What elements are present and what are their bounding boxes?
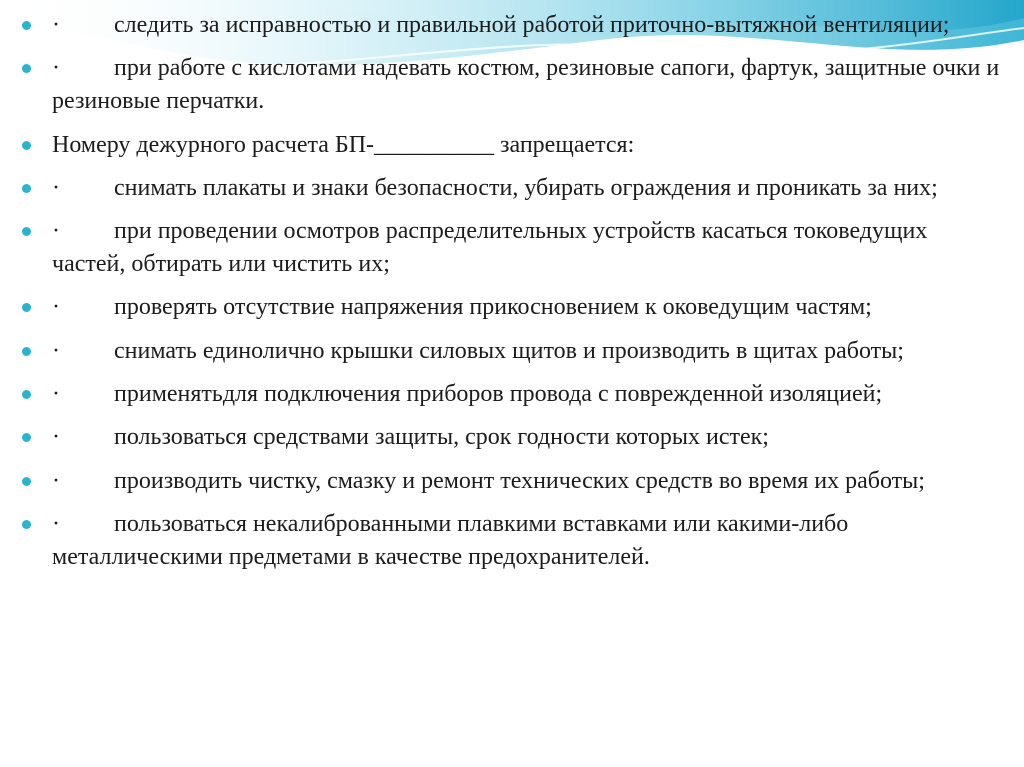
item-text: пользоваться средствами защиты, срок годности которых истек; bbox=[114, 424, 769, 451]
item-marker: · bbox=[52, 174, 60, 201]
list-item bbox=[0, 172, 1024, 205]
item-text: снимать единолично крышки силовых щитов и производить в щитах работы; bbox=[114, 337, 904, 364]
bullet-dot-icon bbox=[22, 21, 31, 30]
list-item bbox=[0, 421, 1024, 454]
list-item bbox=[0, 9, 1024, 42]
list-item bbox=[0, 335, 1024, 368]
bullet-dot-icon bbox=[22, 303, 31, 312]
list-item bbox=[0, 508, 1024, 574]
item-text: проверять отсутствие напряжения прикосновением к оковедущим частям; bbox=[114, 294, 872, 321]
list-item bbox=[0, 215, 1024, 281]
bullet-dot-icon bbox=[22, 184, 31, 193]
item-text: пользоваться некалиброванными плавкими вставками или какими-либо металлическими предметами в качестве предохранителей. bbox=[52, 510, 849, 570]
list-item bbox=[0, 129, 1024, 162]
bullet-dot-icon bbox=[22, 433, 31, 442]
bullet-dot-icon bbox=[22, 227, 31, 236]
item-marker: · bbox=[52, 381, 60, 408]
list-item bbox=[0, 291, 1024, 324]
item-text: Номеру дежурного расчета БП-__________ запрещается: bbox=[52, 131, 635, 158]
item-marker: · bbox=[52, 424, 60, 451]
item-marker: · bbox=[52, 294, 60, 321]
item-marker: · bbox=[52, 510, 60, 537]
bullet-dot-icon bbox=[22, 141, 31, 150]
bullet-dot-icon bbox=[22, 520, 31, 529]
item-text: снимать плакаты и знаки безопасности, убирать ограждения и проникать за них; bbox=[114, 174, 938, 201]
bullet-dot-icon bbox=[22, 64, 31, 73]
bullet-dot-icon bbox=[22, 390, 31, 399]
item-text: применятьдля подключения приборов провода с поврежденной изоляцией; bbox=[114, 381, 883, 408]
item-marker: · bbox=[52, 467, 60, 494]
list-item bbox=[0, 378, 1024, 411]
item-marker: · bbox=[52, 55, 60, 82]
bullet-list bbox=[0, 9, 1024, 584]
bullet-dot-icon bbox=[22, 347, 31, 356]
item-text: следить за исправностью и правильной работой приточно-вытяжной вентиляции; bbox=[114, 12, 950, 38]
item-text: при работе с кислотами надевать костюм, резиновые сапоги, фартук, защитные очки и резиновые перчатки. bbox=[52, 55, 1000, 115]
item-text: производить чистку, смазку и ремонт технических средств во время их работы; bbox=[114, 467, 925, 494]
list-item bbox=[0, 52, 1024, 118]
bullet-dot-icon bbox=[22, 477, 31, 486]
item-marker: · bbox=[52, 337, 60, 364]
item-text: при проведении осмотров распределительных устройств касаться токоведущих частей, обтирать или чистить их; bbox=[52, 218, 928, 278]
list-item bbox=[0, 465, 1024, 498]
item-marker: · bbox=[52, 218, 60, 245]
item-marker: · bbox=[52, 12, 60, 38]
